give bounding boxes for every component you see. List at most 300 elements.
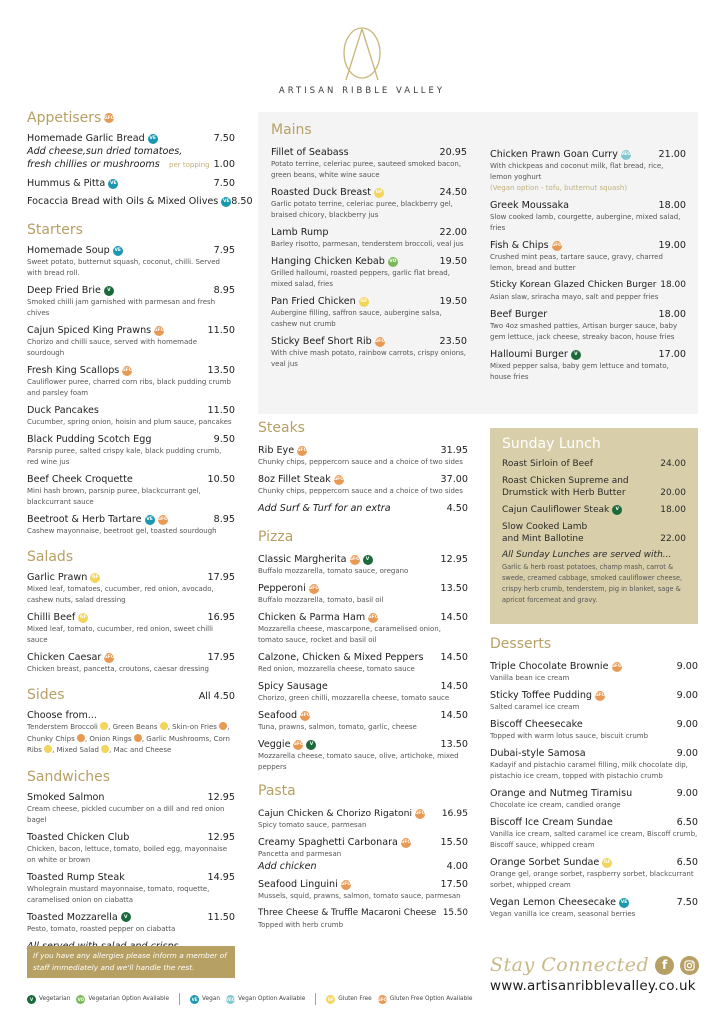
sunday-note: Garlic & herb roast potatoes, champ mash, carrot & swede, creamed cabbage, smoked cauliflower cheese, crispy herb crumb, tenderstem, pig in blanket, sage & apricot forcemeat and gravy. [502, 563, 683, 604]
menu-item [258, 680, 468, 704]
item-price: 9.00 [676, 661, 698, 672]
item-price: 17.50 [440, 879, 468, 890]
item-name: 8oz Fillet Steak [258, 474, 331, 485]
side-item: Tenderstem Broccoli [27, 723, 98, 731]
item-name: Fresh King Scallops [27, 365, 120, 376]
legend-vegan-option [226, 995, 305, 1004]
menu-item [258, 738, 468, 773]
item-description: Two 4oz smashed patties, Artisan burger sauce, baby gem lettuce, jack cheese, streaky bacon, house fries [490, 322, 678, 341]
item-name: Toasted Mozzarella [27, 911, 118, 923]
item-name: Toasted Chicken Club [27, 831, 130, 843]
item-name: Biscoff Ice Cream Sundae [490, 817, 613, 828]
item-name: Duck Pancakes [27, 405, 99, 416]
item-name: Calzone, Chicken & Mixed Peppers [258, 652, 424, 663]
menu-item [258, 611, 468, 646]
item-price: 20.95 [439, 147, 467, 158]
item-price: 13.50 [440, 739, 468, 750]
item-price: 12.95 [207, 791, 235, 803]
item-description: Asian slaw, sriracha mayo, salt and pepper fries [490, 293, 659, 301]
menu-item [490, 856, 698, 891]
item-description: With chive mash potato, rainbow carrots, crispy onions, veal jus [271, 349, 467, 368]
vegan-option-note: (Vegan option - tofu, butternut squash) [490, 184, 628, 192]
item-description: Buffalo mozzarella, tomato, basil oil [258, 596, 384, 604]
item-name: Smoked Salmon [27, 791, 105, 803]
item-description: Wholegrain mustard mayonnaise, tomato, roquette, caramelised onion on ciabatta [27, 884, 210, 904]
item-name: Toasted Rump Steak [27, 871, 125, 883]
item-price: 14.95 [207, 871, 235, 883]
menu-item [490, 689, 698, 713]
vegan-icon: VE [191, 996, 198, 1002]
item-price: 14.50 [440, 710, 468, 721]
facebook-icon[interactable]: f [655, 956, 674, 975]
gluten-free-option-icon: GFO [293, 740, 303, 750]
item-name: Chicken Caesar [27, 652, 102, 663]
item-description: Red onion, mozzarella cheese, tomato sauce [258, 665, 415, 673]
vegan-icon: VE [145, 515, 155, 525]
brand-logo [0, 26, 724, 96]
menu-item [258, 807, 468, 831]
gluten-free-icon: GF [359, 297, 369, 307]
item-description: Pancetta and parmesan [258, 850, 342, 858]
menu-item [490, 660, 698, 684]
gluten-free-option-icon: GFO [377, 996, 387, 1002]
pasta-addon [258, 860, 468, 873]
addon-price: 1.00 [213, 159, 235, 170]
gluten-free-icon [44, 745, 52, 753]
menu-item [258, 582, 468, 606]
sides-price: All 4.50 [198, 691, 235, 702]
vegan-icon: VE [619, 898, 629, 908]
section-title-starters: Starters [27, 222, 83, 238]
item-name: Roast Chicken Supreme and Drumstick with Herb Butter [502, 476, 629, 498]
menu-item [271, 295, 467, 330]
item-description: Chunky chips, peppercorn sauce and a choice of two sides [258, 487, 463, 495]
item-price: 7.95 [213, 245, 235, 256]
item-name: Pan Fried Chicken [271, 296, 356, 307]
logo-emblem-icon [339, 26, 385, 82]
item-description: Mozzarella cheese, mascarpone, caramelised onion, tomato sauce, rocket and basil oil [258, 625, 441, 644]
menu-item [271, 255, 467, 290]
item-price: 11.50 [207, 405, 235, 416]
vegetarian-icon: V [612, 505, 622, 515]
menu-item [490, 816, 698, 851]
dietary-legend [27, 993, 472, 1005]
item-price: 12.95 [440, 554, 468, 565]
item-description: Potato terrine, celeriac puree, sauteed smoked bacon, green beans, white wine sauce [271, 160, 462, 179]
mains-right-column [490, 148, 686, 388]
middle-column [258, 420, 468, 936]
item-description: Pesto, tomato, roasted pepper on ciabatta [27, 924, 176, 933]
item-name: Fillet of Seabass [271, 147, 349, 158]
legend-label: Vegetarian Option Available [88, 996, 170, 1002]
gluten-free-option-icon: GFO [368, 613, 378, 623]
menu-item [490, 787, 698, 811]
item-name: Seafood Linguini [258, 879, 338, 890]
vegetarian-icon: V [104, 286, 114, 296]
vegetarian-icon: V [27, 995, 36, 1004]
item-name: Black Pudding Scotch Egg [27, 434, 152, 445]
item-name: Beetroot & Herb Tartare [27, 514, 142, 525]
item-price: 8.95 [213, 285, 235, 296]
menu-item [490, 896, 698, 920]
legend-label: Vegan Option Available [238, 996, 306, 1002]
allergy-notice: If you have any allergies please inform a member of staff immediately and we'll handle the rest. [27, 946, 235, 978]
legend-divider [179, 993, 180, 1005]
item-name: Roasted Duck Breast [271, 187, 371, 198]
side-item: Onion Rings [89, 734, 132, 743]
item-name: Orange Sorbet Sundae [490, 857, 600, 868]
addon-price: 4.00 [446, 861, 468, 872]
item-price: 9.00 [676, 690, 698, 701]
item-price: 19.00 [658, 240, 686, 251]
menu-item [27, 324, 235, 359]
brand-name: ARTISAN RIBBLE VALLEY [278, 86, 446, 96]
item-name: Sticky Korean Glazed Chicken Burger [490, 280, 657, 290]
gluten-free-icon [101, 745, 109, 753]
menu-item [490, 348, 686, 383]
item-name: Deep Fried Brie [27, 285, 101, 296]
item-price: 17.00 [658, 349, 686, 360]
section-title-pasta: Pasta [258, 783, 296, 799]
menu-item [27, 364, 235, 399]
gluten-free-option-icon: GFO [350, 555, 360, 565]
item-name: Halloumi Burger [490, 349, 568, 360]
legend-gluten-free [326, 995, 371, 1004]
gluten-free-icon: GF [602, 858, 612, 868]
gluten-free-option-icon: GFO [375, 337, 385, 347]
menu-item [27, 404, 235, 428]
item-name: Slow Cooked Lamb and Mint Ballotine [502, 522, 588, 544]
vegetarian-option-icon: VO [388, 257, 398, 267]
item-price: 15.50 [442, 908, 468, 918]
item-description: Chorizo, green chilli, mozzarella cheese, tomato sauce [258, 694, 450, 702]
item-description: Mixed leaf, tomatoes, cucumber, red onion, avocado, cashew nuts, salad dressing [27, 585, 214, 604]
item-name: Focaccia Bread with Oils & Mixed Olives [27, 196, 219, 207]
side-item: Chunky Chips [27, 734, 75, 743]
item-name: Rib Eye [258, 445, 295, 456]
item-price: 13.50 [207, 365, 235, 376]
sunday-note-title: All Sunday Lunches are served with... [502, 550, 672, 560]
item-price: 9.00 [676, 719, 698, 730]
mains-section [258, 112, 698, 414]
item-price: 8.50 [231, 196, 253, 207]
item-name: Sticky Beef Short Rib [271, 336, 372, 347]
mains-left-column [271, 122, 467, 375]
item-name: Lamb Rump [271, 227, 329, 238]
section-title-mains: Mains [271, 122, 312, 138]
menu-item [490, 747, 698, 782]
item-description: Smoked chilli jam garnished with parmesan and fresh chives [27, 298, 216, 317]
gluten-free-option-icon: GFO [415, 809, 425, 819]
item-name: Cajun Chicken & Chorizo Rigatoni [258, 808, 413, 819]
vegan-icon: VE [108, 179, 118, 189]
item-price: 9.00 [676, 788, 698, 799]
item-price: 14.50 [440, 652, 468, 663]
vegan-icon: VE [113, 246, 123, 256]
item-name: Seafood [258, 710, 298, 721]
menu-item [490, 718, 698, 742]
item-name: Chicken Prawn Goan Curry [490, 149, 618, 160]
item-price: 15.50 [440, 837, 468, 848]
item-price: 18.00 [658, 200, 686, 211]
menu-item [490, 308, 686, 343]
menu-item [27, 473, 235, 508]
item-description: Cream cheese, pickled cucumber on a dill and red onion bagel [27, 804, 225, 824]
vegetarian-option-icon: VO [77, 996, 85, 1002]
side-item: Skin-on Fries [172, 723, 217, 731]
gluten-free-option-icon: GFO [300, 711, 310, 721]
item-description: Cauliflower puree, charred corn ribs, black pudding crumb and parsley foam [27, 378, 231, 397]
website-link[interactable]: www.artisanribblevalley.co.uk [490, 978, 696, 994]
sides-list: Tenderstem Broccoli , Green Beans , Skin-on Fries , Chunky Chips , Onion Rings , Garlic Mushrooms, Corn Ribs , Mixed Salad , Mac and Cheese [27, 723, 230, 754]
item-price: 20.00 [660, 488, 686, 498]
item-name: Cajun Spiced King Prawns [27, 325, 152, 336]
vegan-option-icon: VEO [225, 996, 236, 1002]
item-price: 8.95 [213, 514, 235, 525]
item-description: Topped with herb crumb [258, 921, 344, 929]
item-description: Parsnip puree, salted crispy kale, black pudding crumb, red wine jus [27, 447, 222, 466]
addon-price: 4.50 [446, 503, 468, 514]
legend-label: Gluten Free Option Available [389, 996, 473, 1002]
item-price: 7.50 [213, 133, 235, 144]
item-description: Mini hash brown, parsnip puree, blackcurrant gel, blackcurrant sauce [27, 487, 201, 506]
item-price: 11.50 [207, 911, 235, 923]
vegan-icon: VE [148, 134, 158, 144]
gluten-free-option-icon: GFO [552, 241, 562, 251]
gluten-free-option-icon: GFO [158, 515, 168, 525]
item-price: 6.50 [676, 857, 698, 868]
item-price: 22.00 [660, 534, 686, 544]
item-name: Vegan Lemon Cheesecake [490, 897, 616, 908]
item-name: Homemade Soup [27, 245, 110, 256]
sandwiches-section [27, 769, 235, 953]
item-description: With chickpeas and coconut milk, flat bread, rice, lemon yoghurt [490, 162, 664, 181]
addon-text: Add Surf & Turf for an extra [258, 503, 391, 514]
item-name: Hanging Chicken Kebab [271, 256, 385, 267]
menu-item [27, 195, 253, 208]
addon-text: Add chicken [258, 861, 317, 872]
item-description: Mussels, squid, prawns, salmon, tomato sauce, parmesan [258, 892, 461, 900]
item-name: Veggie [258, 739, 291, 750]
legend-vegetarian [27, 995, 70, 1004]
item-price: 21.00 [658, 149, 686, 160]
item-price: 18.00 [660, 280, 686, 290]
gluten-free-option-icon: GFO [341, 880, 351, 890]
menu-item [258, 907, 468, 931]
item-description: Topped with warm lotus sauce, biscuit crumb [490, 732, 649, 740]
item-price: 37.00 [440, 474, 468, 485]
item-name: Pepperoni [258, 583, 306, 594]
menu-item [27, 244, 235, 279]
item-price: 31.95 [440, 445, 468, 456]
gluten-free-option-icon [219, 722, 227, 730]
item-price: 13.50 [440, 583, 468, 594]
item-name: Cajun Cauliflower Steak [502, 505, 610, 515]
vegan-icon: VE [221, 197, 231, 207]
gluten-free-icon [100, 722, 108, 730]
item-description: Chicken, bacon, lettuce, tomato, boiled egg, mayonnaise on white or brown [27, 844, 228, 864]
menu-item [27, 571, 235, 606]
item-name: Sticky Toffee Pudding [490, 690, 593, 701]
menu-item [27, 831, 235, 866]
legend-label: Vegan [202, 996, 221, 1002]
item-description: Grilled halloumi, roasted peppers, garlic flat bread, mixed salad, fries [271, 269, 450, 288]
item-price: 9.50 [213, 434, 235, 445]
item-name: Beef Burger [490, 309, 548, 320]
menu-item [27, 791, 235, 826]
item-description: Chocolate ice cream, candied orange [490, 801, 621, 809]
gluten-free-option-icon: GFO [334, 475, 344, 485]
item-name: Garlic Prawn [27, 572, 88, 583]
item-name: Greek Moussaka [490, 200, 569, 211]
side-item: Mixed Salad [56, 746, 99, 754]
gluten-free-option-icon [77, 734, 85, 742]
item-description: Barley risotto, parmesan, tenderstem broccoli, veal jus [271, 240, 464, 248]
section-title-appetisers [27, 110, 235, 126]
item-price: 16.95 [207, 612, 235, 623]
item-price: 23.50 [439, 336, 467, 347]
item-name: Beef Cheek Croquette [27, 474, 133, 485]
item-price: 22.00 [439, 227, 467, 238]
gluten-free-icon: GF [374, 188, 384, 198]
item-name: Orange and Nutmeg Tiramisu [490, 788, 633, 799]
menu-item [502, 504, 686, 516]
menu-item [490, 199, 686, 234]
legend-divider [315, 993, 316, 1005]
item-price: 19.50 [439, 296, 467, 307]
item-name: Fish & Chips [490, 240, 549, 251]
item-description: Buffalo mozzarella, tomato sauce, oregano [258, 567, 409, 575]
addon-text: Add cheese,sun dried tomatoes, [27, 146, 183, 157]
section-title-sunday-lunch: Sunday Lunch [502, 436, 601, 452]
item-name: Hummus & Pitta [27, 178, 106, 189]
salads-section [27, 549, 235, 675]
per-topping-label: per topping [169, 161, 210, 169]
menu-item [271, 226, 467, 250]
item-description: Vanilla ice cream, salted caramel ice cream, Biscoff crumb, Biscoff sauce, whipped cream [490, 830, 698, 849]
addon-text: fresh chillies or mushrooms [27, 159, 160, 170]
menu-item [490, 148, 686, 194]
vegetarian-icon: V [306, 740, 316, 750]
item-price: 17.95 [207, 652, 235, 663]
item-price: 12.95 [207, 831, 235, 843]
item-price: 19.50 [439, 256, 467, 267]
menu-item [258, 878, 468, 902]
pasta-section [258, 783, 468, 931]
item-price: 17.95 [207, 572, 235, 583]
menu-item [27, 284, 235, 319]
menu-item [27, 871, 235, 906]
menu-item [502, 521, 686, 545]
section-title-sides: Sides [27, 687, 65, 703]
item-description: Slow cooked lamb, courgette, aubergine, mixed salad, fries [490, 213, 681, 232]
item-description: Chicken breast, pancetta, croutons, caesar dressing [27, 665, 209, 673]
item-price: 18.00 [660, 505, 686, 515]
item-name: Chicken & Parma Ham [258, 612, 366, 623]
item-name: Dubai-style Samosa [490, 748, 586, 759]
item-description: Kadayif and pistachio caramel filling, milk chocolate dip, pistachio ice cream, topped with pistachio crumb [490, 761, 688, 780]
item-price: 6.50 [676, 817, 698, 828]
section-title-pizza: Pizza [258, 529, 294, 545]
menu-item [258, 444, 468, 468]
item-price: 14.50 [440, 681, 468, 692]
menu-item [258, 836, 468, 873]
menu-item [502, 475, 686, 499]
menu-item [258, 553, 468, 577]
addon-line [27, 145, 235, 158]
item-name: Triple Chocolate Brownie [490, 661, 609, 672]
legend-vegetarian-option [76, 995, 169, 1004]
sides-section [27, 687, 235, 757]
menu-item [490, 239, 686, 274]
vegetarian-icon: V [363, 555, 373, 565]
item-name: Creamy Spaghetti Carbonara [258, 837, 398, 848]
gluten-free-option-icon: GFO [122, 366, 132, 376]
vegetarian-icon: V [121, 912, 131, 922]
item-description: Aubergine filling, saffron sauce, aubergine salsa, cashew nut crumb [271, 309, 442, 328]
item-name: Chilli Beef [27, 612, 76, 623]
vegetarian-icon: V [571, 350, 581, 360]
steaks-section [258, 420, 468, 515]
gluten-free-option-icon: GFO [297, 446, 307, 456]
gluten-free-option-icon: GFO [401, 838, 411, 848]
menu-item [490, 279, 686, 303]
legend-label: Gluten Free [338, 996, 372, 1002]
side-item: Garlic Mushrooms [146, 734, 210, 743]
item-name: Spicy Sausage [258, 681, 328, 692]
pizza-section [258, 529, 468, 773]
instagram-icon[interactable] [680, 956, 699, 975]
menu-item [27, 611, 235, 646]
menu-item [258, 651, 468, 675]
gluten-free-icon: GF [90, 573, 100, 583]
menu-item [258, 709, 468, 733]
item-description: Cashew mayonnaise, beetroot gel, toasted sourdough [27, 527, 217, 535]
item-name: Roast Sirloin of Beef [502, 459, 593, 469]
stay-connected-label: Stay Connected [490, 954, 650, 976]
item-price: 11.50 [207, 325, 235, 336]
steaks-addon [258, 502, 468, 515]
menu-item [27, 132, 235, 172]
menu-item [27, 911, 235, 935]
gluten-free-option-icon: GFO [104, 653, 114, 663]
menu-item [27, 651, 235, 675]
gluten-free-option-icon: GFO [104, 113, 114, 123]
item-price: 9.00 [676, 748, 698, 759]
item-description: Garlic potato terrine, celeriac puree, blackberry gel, braised chicory, blackberry jus [271, 200, 453, 219]
menu-item [258, 473, 468, 497]
item-name: Classic Margherita [258, 554, 347, 565]
gluten-free-icon: GF [78, 613, 88, 623]
item-price: 14.50 [440, 612, 468, 623]
item-price: 7.50 [213, 178, 235, 189]
item-name: Three Cheese & Truffle Macaroni Cheese [258, 908, 437, 918]
item-description: Vanilla bean ice cream [490, 674, 570, 682]
menu-item [271, 146, 467, 181]
gluten-free-option-icon: GFO [309, 584, 319, 594]
addon-line [27, 158, 235, 172]
sides-choose-label: Choose from... [27, 710, 97, 721]
menu-item [271, 186, 467, 221]
desserts-section [490, 636, 698, 925]
item-name: Biscoff Cheesecake [490, 719, 583, 730]
section-title-desserts: Desserts [490, 636, 552, 652]
menu-item [27, 177, 235, 190]
item-description: Mozzarella cheese, tomato sauce, olive, artichoke, mixed peppers [258, 752, 459, 771]
menu-item [502, 458, 686, 470]
legend-vegan [190, 995, 220, 1004]
item-description: Spicy tomato sauce, parmesan [258, 821, 367, 829]
